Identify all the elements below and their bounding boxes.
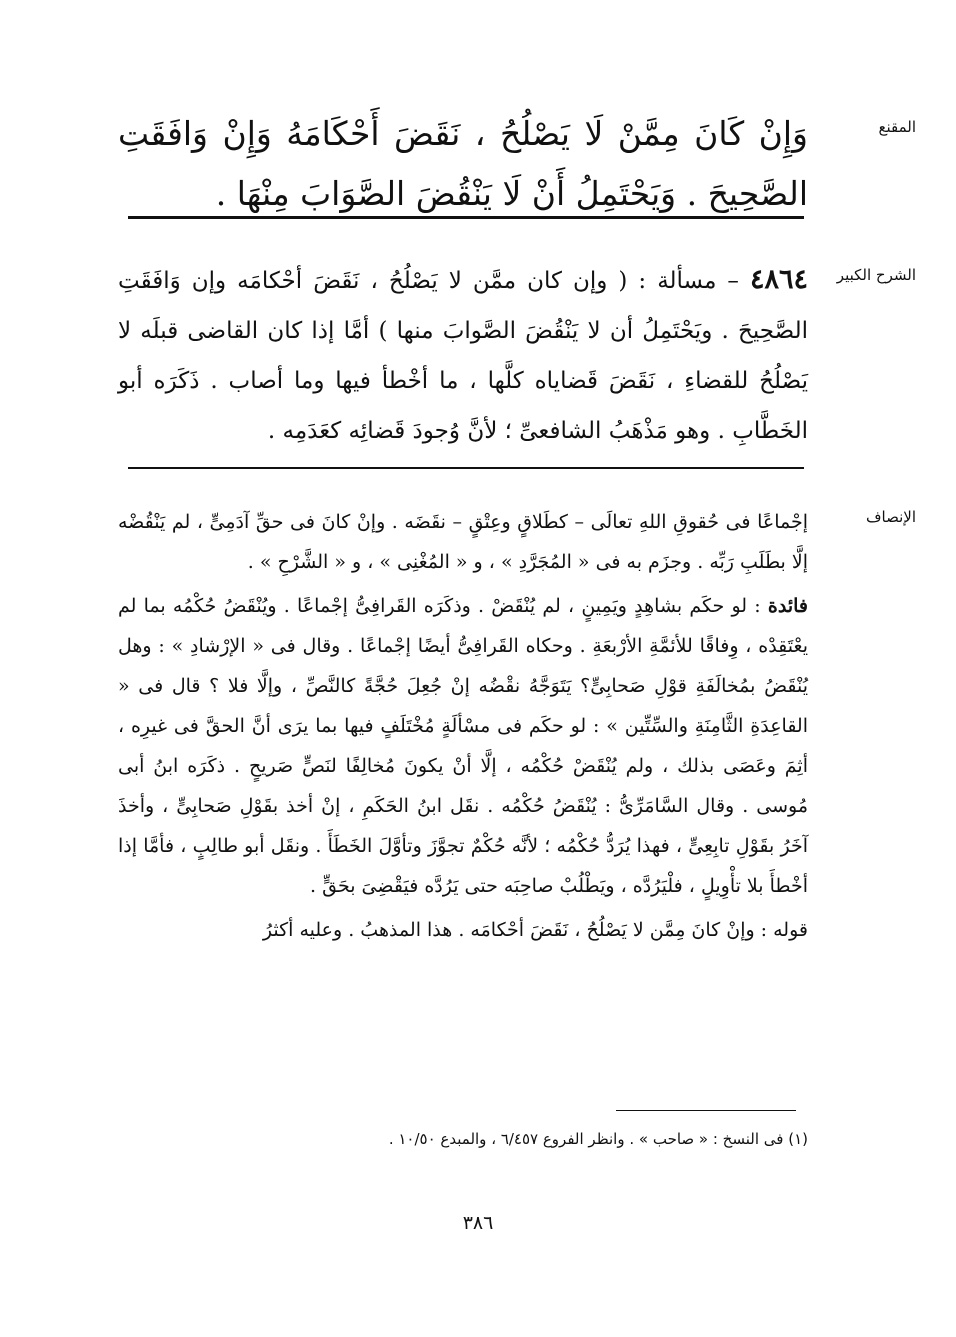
insaf-text	[118, 502, 808, 950]
footnote: (١) فى النسخ : « صاحب » . وانظر الفروع ٦/٤٥٧ ، والمبدع ١٠/٥٠ .	[388, 1130, 808, 1148]
faida-body: : لو حكَم بشاهِدٍ ويَمِينٍ ، لم يُنْقَضْ . وذكَرَه القَرافِىُّ إجْماعًا . ويُنْقَضُ حُكْمُه بما لم يعْتَقِدْه ، وِفاقًا للأئمَّةِ الأرْبعَةِ . وحكاه القَرافِىُّ أيضًا إجْماعًا . وقال فى « الإرْشادِ » : وهل يُنْقَضُ بمُخالَفَةِ قوْلِ صَحابِىٍّ؟ يَتَوَجَّهُ نقْضُه إنْ جُعِلَ حُجَّةً كالنَّصِّ ، وإلَّا فلا ؟ قال فى « القاعِدَةِ الثَّامِنَةِ والسِّتِّين » : لو حكَم فى مسْألَةٍ مُخْتَلَفٍ فيها بما يرَى أنَّ الحقَّ فى غيرِه ، أثِمَ وعَصَى بذلك ، ولم يُنْقَضْ حُكْمُه ، إلَّا أنْ يكونَ مُخالِفًا لنَصٍّ صَريحٍ . ذكَرَه ابنُ أبى مُوسى . وقال السَّامَرِّىُّ : يُنْقَضُ حُكْمُه . نقَل ابنُ الحَكَمِ ، إنْ أخذ بقَوْلِ صَحابِىٍّ ، وأخذَ آخَرُ بقَوْلِ تابِعِىٍّ ، فهذا يُرَدُّ حُكْمُه ؛ لأنَّه حُكْمٌ تجوَّزَ وتأوَّلَ الخَطَأَ . ونقَل أبو طالِبٍ ، فأمَّا إذا أخْطأَ بلا تأْوِيلٍ ، فلْيَرُدَّه ، ويَطْلُبْ صاحِبَه حتى يَرُدَّه فيَقْضِىَ بحَقٍّ .	[118, 595, 808, 897]
muqni-text	[118, 104, 808, 224]
label-muqni: المقنع	[878, 118, 916, 136]
sharh-body: – مسألة : ( وإن كان ممَّن لا يَصْلُحُ ، نَقَضَ أحْكامَه وإن وَافَقَتِ الصَّحِيحَ . ويَحْتَمِلُ أن لا يَنْقُضَ الصَّوابَ منها ) أمَّا إذا كان القاضى قبلَه لا يَصْلُحُ للقضاءِ ، نَقَضَ قَضاياه كلَّها ، ما أخْطأ فيها وما أصاب . ذَكَرَه أبو الخَطَّابِ . وهو مَذْهَبُ الشافعىِّ ؛ لأنَّ وُجودَ قَضائِه كعَدَمِه .	[118, 268, 808, 444]
issue-number: ٤٨٦٤	[749, 264, 808, 295]
insaf-paragraph-1: إجْماعًا فى حُقوقِ اللهِ تعالَى – كطَلاقٍ وعِتْقٍ – نقَضَه . وإنْ كانَ فى حقِّ آدَمِىٍّ ، لم يَنْقُضْه إلَّا بطَلَبِ رَبِّه . وجزَم به فى « المُجَرَّدِ » ، و « المُغْنِى » ، و « الشَّرْحِ » .	[118, 511, 808, 573]
insaf-paragraph-3: قوله : وإنْ كانَ مِمَّن لا يَصْلُحُ ، نَقَضَ أحْكامَه . هذا المذهبُ . وعليه أكثرُ	[262, 919, 808, 941]
muqni-paragraph: وَإِنْ كَانَ مِمَّنْ لَا يَصْلُحُ ، نَقَضَ أَحْكَامَهُ وَإِنْ وَافَقَتِ الصَّحِيحَ . وَيَحْتَمِلُ أَنْ لَا يَنْقُضَ الصَّوَابَ مِنْهَا .	[118, 114, 808, 213]
footnote-divider	[616, 1110, 796, 1111]
label-sharh: الشرح الكبير	[836, 266, 916, 284]
sharh-divider	[128, 467, 804, 469]
label-insaf: الإنصاف	[865, 508, 916, 526]
faida-label: فائدة	[767, 595, 808, 617]
sharh-paragraph	[118, 255, 808, 456]
page-number: ٣٨٦	[462, 1212, 494, 1234]
muqni-divider	[128, 216, 804, 219]
sharh-text	[118, 255, 808, 456]
insaf-paragraph-2	[118, 586, 808, 906]
